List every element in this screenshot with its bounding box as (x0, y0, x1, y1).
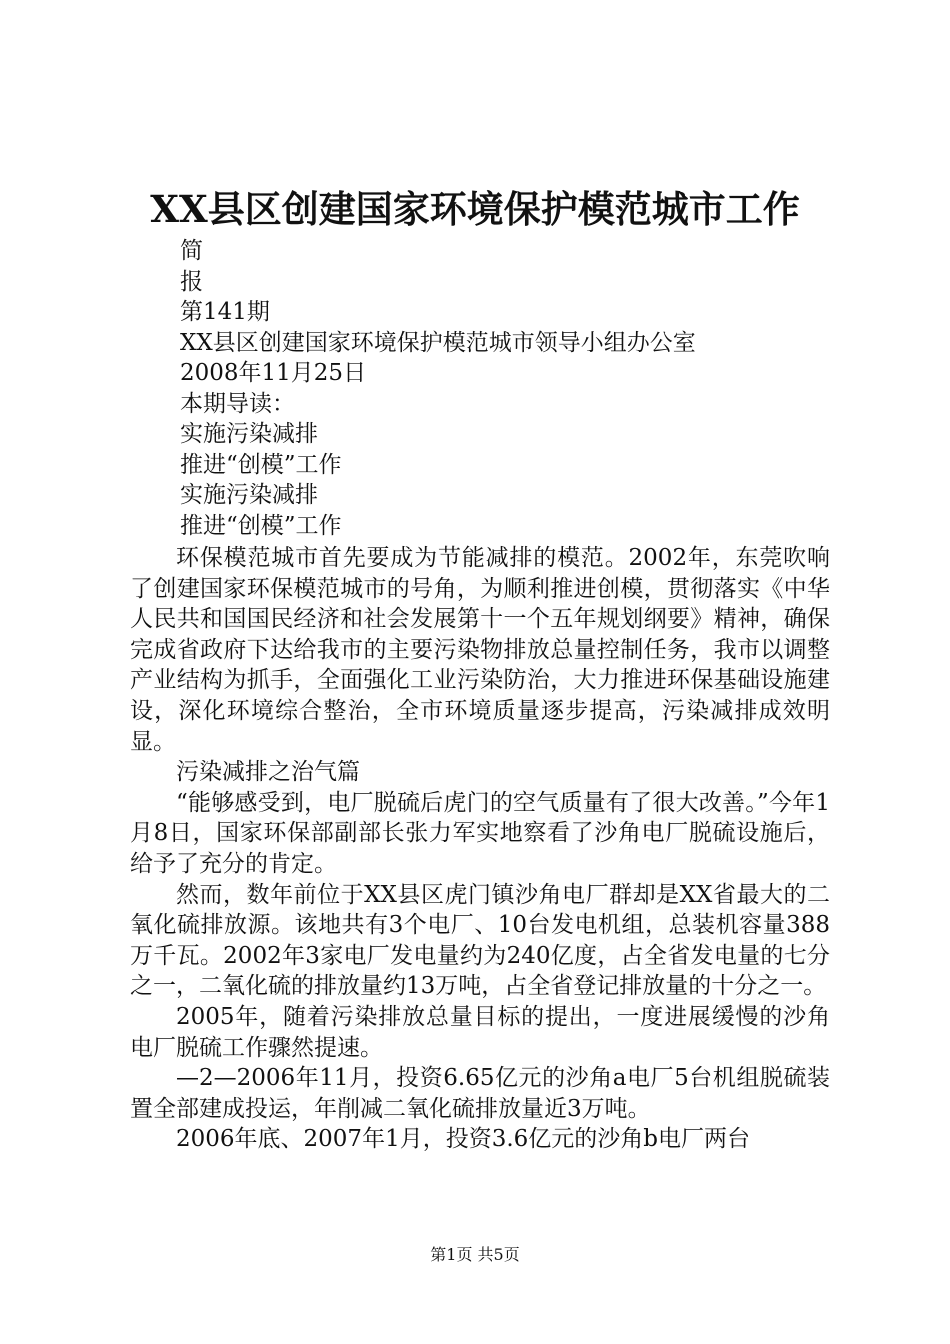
page-footer: 第1页 共5页 (430, 1245, 520, 1264)
issuing-office: XX县区创建国家环境保护模范城市领导小组办公室 (180, 329, 696, 356)
paragraph: 2006年底、2007年1月，投资3.6亿元的沙角b电厂两台 (176, 1126, 751, 1153)
header-line: 报 (180, 268, 203, 295)
document-title: XX县区创建国家环境保护模范城市工作 (150, 187, 800, 231)
paragraph: 环保模范城市首先要成为节能减排的模范。2002年，东莞吹响了创建国家环保模范城市的号角，为顺利推进创模，贯彻落实《中华人民共和国国民经济和社会发展第十一个五年规划纲要》精神，确保完成省政府下达给我市的主要污染物排放总量控制任务，我市以调整产业结构为抓手，全面强化工业污染防治，大力推进环保基础设施建设，深化环境综合整治，全市环境质量逐步提高，污染减排成效明显。 (130, 545, 830, 755)
guide-item: 推进“创模”工作 (180, 512, 342, 539)
paragraph: “能够感受到，电厂脱硫后虎门的空气质量有了很大改善。”今年1月8日，国家环保部副部长张力军实地察看了沙角电厂脱硫设施后，给予了充分的肯定。 (130, 789, 830, 877)
header-block (180, 236, 880, 541)
body-text (130, 543, 830, 1155)
paragraph: 2005年，随着污染排放总量目标的提出，一度进展缓慢的沙角电厂脱硫工作骤然提速。 (130, 1003, 830, 1061)
guide-item: 实施污染减排 (180, 482, 318, 508)
guide-heading: 本期导读： (180, 390, 295, 417)
header-line: 简 (180, 238, 203, 264)
guide-item: 实施污染减排 (180, 421, 318, 447)
issue-number: 第141期 (180, 299, 270, 325)
paragraph: —2—2006年11月，投资6.65亿元的沙角a电厂5台机组脱硫装置全部建成投运，年削减二氧化硫排放量近3万吨。 (130, 1065, 830, 1122)
section-heading: 污染减排之治气篇 (176, 759, 360, 786)
guide-item: 推进“创模”工作 (180, 451, 342, 478)
paragraph: 然而，数年前位于XX县区虎门镇沙角电厂群却是XX省最大的二氧化硫排放源。该地共有3个电厂、10台发电机组，总装机容量388万千瓦。2002年3家电厂发电量约为240亿度，占全省发电量的七分之一，二氧化硫的排放量约13万吨，占全省登记排放量的十分之一。 (130, 881, 830, 1000)
issue-date: 2008年11月25日 (180, 360, 367, 386)
